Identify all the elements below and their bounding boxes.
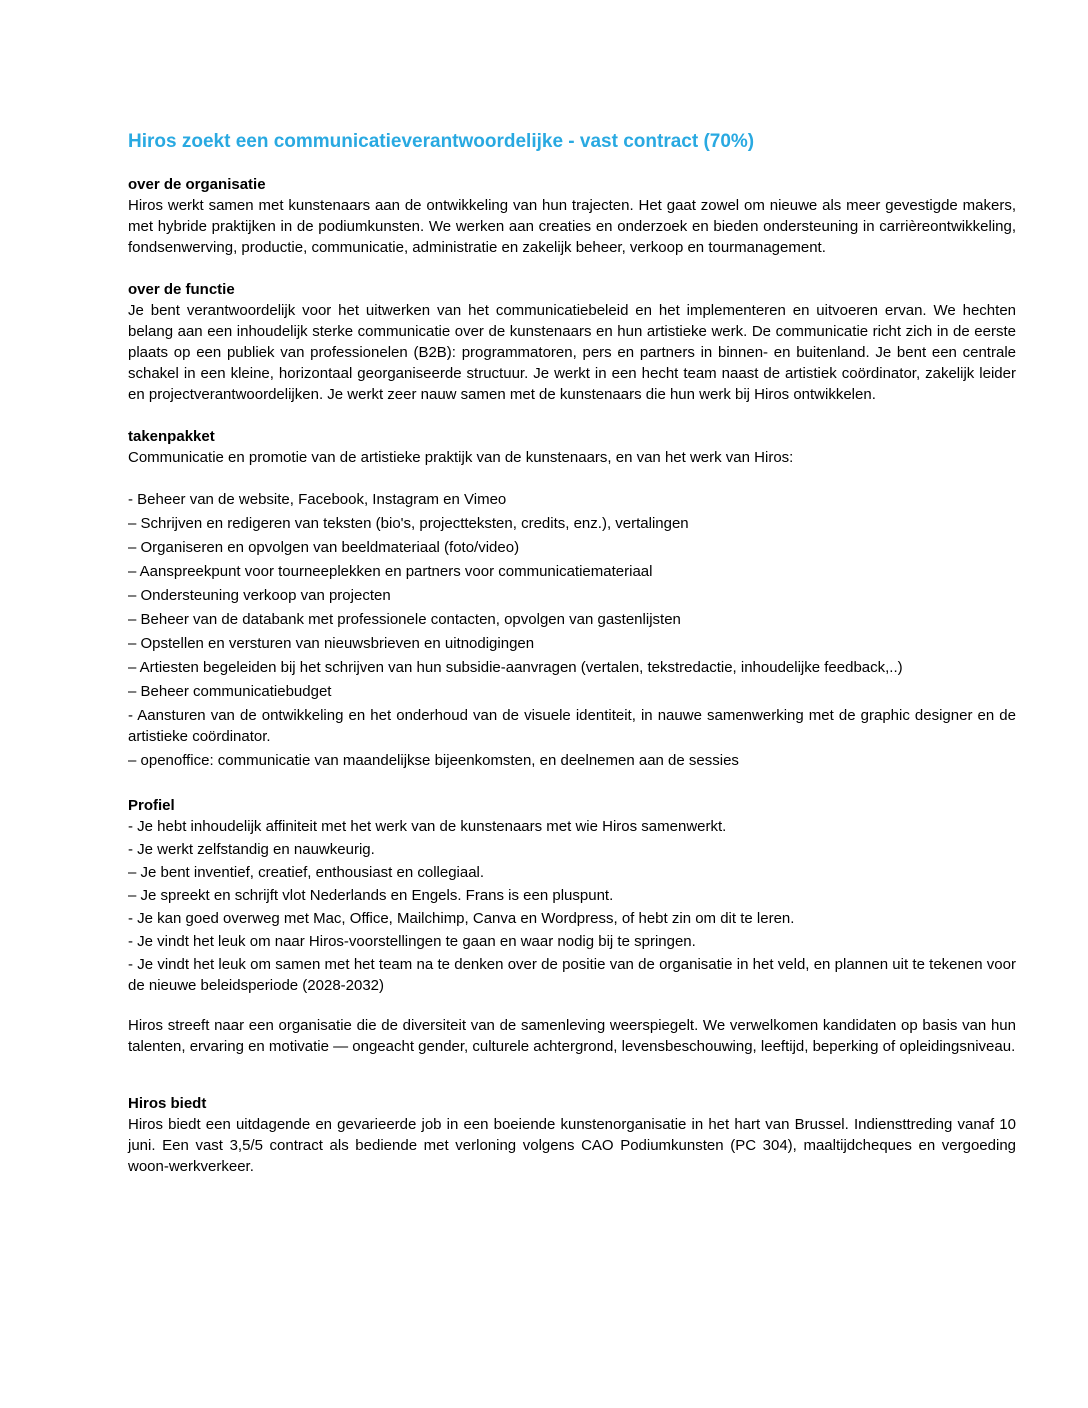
task-item: – Beheer van de databank met professionele contacten, opvolgen van gastenlijsten xyxy=(128,611,681,628)
profile-item: – Je spreekt en schrijft vlot Nederlands en Engels. Frans is een pluspunt. xyxy=(128,887,614,904)
section-heading: Profiel xyxy=(128,797,175,814)
profile-item: - Je hebt inhoudelijk affiniteit met het werk van de kunstenaars met wie Hiros samenwerkt. xyxy=(128,818,727,835)
document-content xyxy=(128,130,1016,1177)
task-item: – Beheer communicatiebudget xyxy=(128,683,332,700)
section-paragraph: Hiros werkt samen met kunstenaars aan de ontwikkeling van hun trajecten. Het gaat zowel om nieuwe als meer gevestigde makers, met hybride praktijken in de podiumkunsten. We werken aan creaties en onderzoek en bieden ondersteuning in carrièreontwikkeling, fondsenwerving, productie, communicatie, administratie en zakelijk beheer, verkoop en tourmanagement. xyxy=(128,197,1016,256)
profile-item: - Je kan goed overweg met Mac, Office, Mailchimp, Canva en Wordpress, of hebt zin om dit te leren. xyxy=(128,910,795,927)
task-item: - Aansturen van de ontwikkeling en het onderhoud van de visuele identiteit, in nauwe samenwerking met de graphic designer en de artistieke coördinator. xyxy=(128,707,1016,745)
section-heading: takenpakket xyxy=(128,428,215,445)
diversity-paragraph: Hiros streeft naar een organisatie die de diversiteit van de samenleving weerspiegelt. We verwelkomen kandidaten op basis van hun talenten, ervaring en motivatie — ongeacht gender, culturele achtergrond, levensbeschouwing, leeftijd, beperking of opleidingsniveau. xyxy=(128,1017,1016,1055)
task-item: – openoffice: communicatie van maandelijkse bijeenkomsten, en deelnemen aan de sessies xyxy=(128,752,739,769)
task-item: – Aanspreekpunt voor tourneeplekken en partners voor communicatiemateriaal xyxy=(128,563,653,580)
section-heading: Hiros biedt xyxy=(128,1095,207,1112)
offer-paragraph: Hiros biedt een uitdagende en gevarieerde job in een boeiende kunstenorganisatie in het hart van Brussel. Indiensttreding vanaf 10 juni. Een vast 3,5/5 contract als bediende met verloning volgens CAO Podiumkunsten (PC 304), maaltijdcheques en vergoeding woon-werkverkeer. xyxy=(128,1116,1016,1175)
task-item: - Beheer van de website, Facebook, Instagram en Vimeo xyxy=(128,491,507,508)
profile-item: - Je vindt het leuk om naar Hiros-voorstellingen te gaan en waar nodig bij te springen. xyxy=(128,933,696,950)
section-intro: Communicatie en promotie van de artistieke praktijk van de kunstenaars, en van het werk van Hiros: xyxy=(128,449,794,466)
section-heading: over de functie xyxy=(128,281,235,298)
spacer xyxy=(128,468,1016,489)
profile-item: - Je vindt het leuk om samen met het team na te denken over de positie van de organisatie in het veld, en plannen uit te tekenen voor de nieuwe beleidsperiode (2028-2032) xyxy=(128,956,1016,994)
spacer xyxy=(128,998,1016,1015)
section-over-de-organisatie xyxy=(128,174,1016,258)
spacer xyxy=(128,774,1016,795)
task-item: – Schrijven en redigeren van teksten (bio's, projectteksten, credits, enz.), vertalingen xyxy=(128,515,689,532)
task-item: – Opstellen en versturen van nieuwsbrieven en uitnodigingen xyxy=(128,635,535,652)
profile-item: – Je bent inventief, creatief, enthousiast en collegiaal. xyxy=(128,864,485,881)
section-paragraph: Je bent verantwoordelijk voor het uitwerken van het communicatiebeleid en het implementeren en uitvoeren ervan. We hechten belang aan een inhoudelijk sterke communicatie over de kunstenaars en hun artistieke werk. De communicatie richt zich in de eerste plaats op een publiek van professionelen (B2B): programmatoren, pers en partners in binnen- en buitenland. Je bent een centrale schakel in een kleine, horizontaal georganiseerde structuur. Je werkt in een hecht team naast de artistiek coördinator, zakelijk leider en projectverantwoordelijken. Je werkt zeer nauw samen met de kunstenaars die hun werk bij Hiros ontwikkelen. xyxy=(128,302,1016,403)
task-item: – Organiseren en opvolgen van beeldmateriaal (foto/video) xyxy=(128,539,520,556)
section-over-de-functie xyxy=(128,279,1016,405)
job-title: Hiros zoekt een communicatieverantwoordelijke - vast contract (70%) xyxy=(128,131,755,152)
section-heading: over de organisatie xyxy=(128,176,266,193)
section-diversiteit xyxy=(128,1015,1016,1057)
spacer xyxy=(128,1057,1016,1093)
profile-item: - Je werkt zelfstandig en nauwkeurig. xyxy=(128,841,375,858)
section-hiros-biedt xyxy=(128,1093,1016,1177)
task-item: – Artiesten begeleiden bij het schrijven van hun subsidie-aanvragen (vertalen, tekstredactie, inhoudelijke feedback,..) xyxy=(128,659,903,676)
section-takenpakket xyxy=(128,426,1016,771)
spacer xyxy=(128,258,1016,279)
task-item: – Ondersteuning verkoop van projecten xyxy=(128,587,391,604)
section-profiel xyxy=(128,795,1016,996)
spacer xyxy=(128,405,1016,426)
